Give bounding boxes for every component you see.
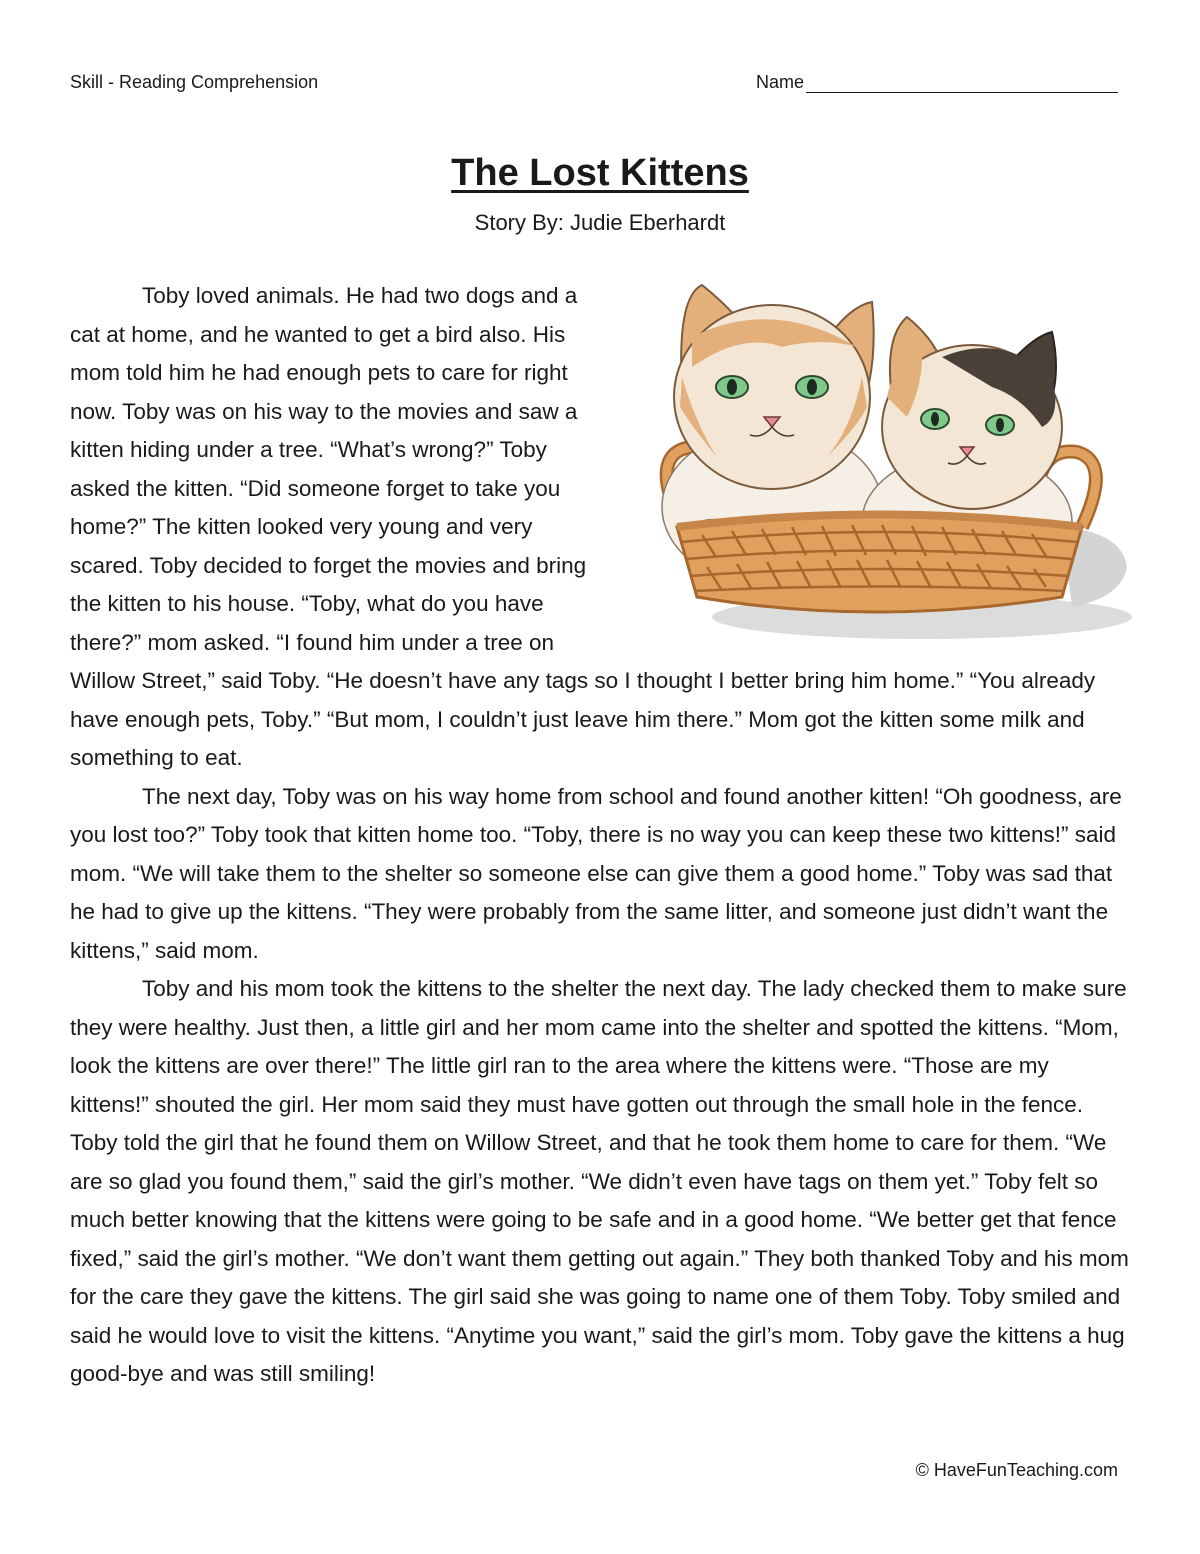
copyright-footer: © HaveFunTeaching.com — [915, 1460, 1118, 1480]
story-byline: Story By: Judie Eberhardt — [474, 210, 726, 235]
story-paragraph-1: Toby loved animals. He had two dogs and a cat at home, and he wanted to get a bird also. His mom told him he had enough pets to care for right now. Toby was on his way to the movies and saw a kitten hiding under a tree. “What’s wrong?” Toby asked the kitten. “Did someone forget to take you home?” The kitten looked very young and very scared. Toby decided to forget the movies and bring the kitten to his house. “Toby, what do you have there?” mom asked. “I found him under a tree on Willow Street,” said Toby. “He doesn’t have any tags so I thought I better bring him home.” “You already have enough pets, Toby.” “But mom, I couldn’t just leave him there.” Mom got the kitten some milk and something to eat. — [70, 283, 1096, 770]
story-body — [70, 277, 1130, 1394]
name-field — [756, 72, 1118, 93]
skill-label: Skill - Reading Comprehension — [70, 72, 319, 92]
basket-body — [677, 515, 1082, 613]
story-title: The Lost Kittens — [451, 152, 749, 194]
name-label: Name — [756, 72, 805, 92]
story-paragraph-3: Toby and his mom took the kittens to the shelter the next day. The lady checked them to make sure they were healthy. Just then, a little girl and her mom came into the shelter and spotted the kittens. “Mom, look the kittens are over there!” The little girl ran to the area where the kittens were. “Those are my kittens!” shouted the girl. Her mom said they must have gotten out through the small hole in the fence. Toby told the girl that he found them on Willow Street, and that he took them home to care for them. “We are so glad you found them,” said the girl’s mother. “We didn’t even have tags on them yet.” Toby felt so much better knowing that the kittens were going to be safe and in a good home. “We better get that fence fixed,” said the girl’s mother. “We don’t want them getting out again.” They both thanked Toby and his mom for the care they gave the kittens. The girl said she was going to name one of them Toby. Toby smiled and said he would love to visit the kittens. “Anytime you want,” said the girl’s mom. Toby gave the kittens a hug good-bye and was still smiling! — [70, 976, 1129, 1386]
name-blank-line — [806, 73, 1118, 93]
kittens-in-basket-illustration — [622, 277, 1142, 649]
worksheet-header — [70, 72, 1120, 100]
story-paragraph-2: The next day, Toby was on his way home from school and found another kitten! “Oh goodness, are you lost too?” Toby took that kitten home too. “Toby, there is no way you can keep these two kittens!” said mom. “We will take them to the shelter so someone else can give them a good home.” Toby was sad that he had to give up the kittens. “They were probably from the same litter, and someone just didn’t want the kittens,” said mom. — [70, 783, 1122, 963]
